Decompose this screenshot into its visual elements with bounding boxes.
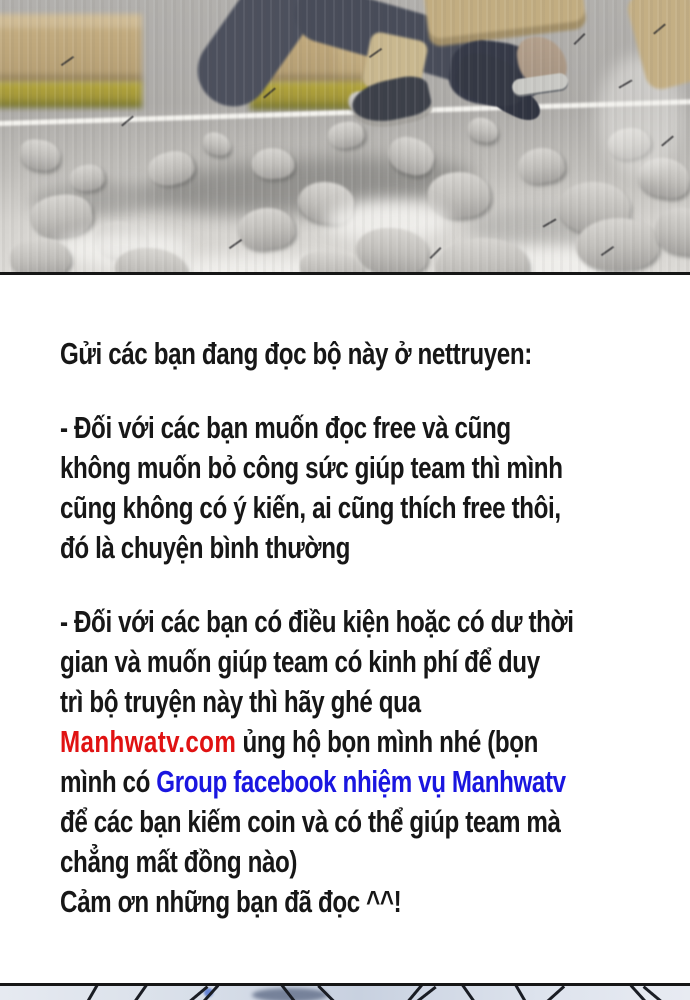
translator-note <box>0 275 690 983</box>
note-line <box>60 334 551 374</box>
comic-panel-bottom <box>0 983 690 1000</box>
note-text: Gửi các bạn đang đọc bộ này ở nettruyen: <box>60 336 532 371</box>
note-line <box>60 682 551 722</box>
note-line <box>60 882 551 922</box>
panel-art-stroke <box>544 985 565 1000</box>
note-link-blue: Group facebook nhiệm vụ Manhwatv <box>156 764 566 799</box>
note-paragraph <box>60 408 563 568</box>
motion-blur-overlay <box>0 0 690 272</box>
panel-art-stroke <box>461 983 478 1000</box>
note-line <box>60 642 551 682</box>
note-text: chẳng mất đồng nào) <box>60 844 298 879</box>
comic-panel-top <box>0 0 690 275</box>
note-line <box>60 722 551 762</box>
panel-art-stroke <box>84 983 100 1000</box>
panel-art-stroke <box>514 983 530 1000</box>
note-line <box>60 842 551 882</box>
note-line <box>60 762 566 802</box>
note-line <box>60 528 551 568</box>
note-line <box>60 408 551 448</box>
note-text: mình có <box>60 764 157 799</box>
note-paragraph <box>60 334 551 374</box>
panel-art-stroke <box>643 985 665 1000</box>
note-text: ủng hộ bọn mình nhé (bọn <box>236 724 539 759</box>
note-text: trì bộ truyện này thì hãy ghé qua <box>60 684 421 719</box>
note-text: Cảm ơn những bạn đã đọc ^^! <box>60 884 402 919</box>
note-text: đó là chuyện bình thường <box>60 530 350 565</box>
panel-art-stroke <box>131 983 148 1000</box>
note-text: gian và muốn giúp team có kinh phí để duy <box>60 644 540 679</box>
note-line <box>60 448 563 488</box>
note-text: để các bạn kiếm coin và có thể giúp team mà <box>60 804 561 839</box>
note-line <box>60 602 574 642</box>
note-text: cũng không có ý kiến, ai cũng thích free thôi, <box>60 490 561 525</box>
note-line <box>60 802 561 842</box>
note-text: - Đối với các bạn có điều kiện hoặc có dư thời <box>60 604 574 639</box>
note-text: - Đối với các bạn muốn đọc free và cũng <box>60 410 511 445</box>
note-link-red: Manhwatv.com <box>60 724 237 759</box>
note-text: không muốn bỏ công sức giúp team thì mình <box>60 450 563 485</box>
note-paragraph <box>60 602 574 922</box>
note-line <box>60 488 561 528</box>
